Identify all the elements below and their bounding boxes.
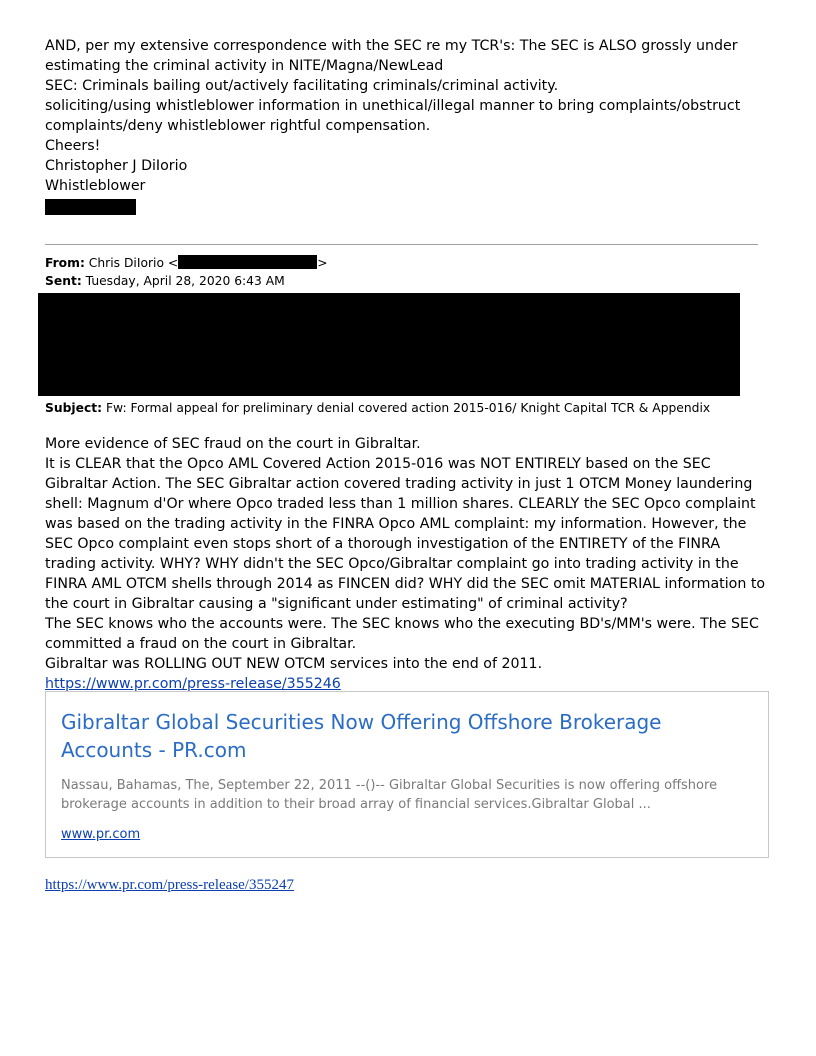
from-line <box>45 254 328 272</box>
intro-line: soliciting/using whistleblower information in unethical/illegal manner to bring complaints/obstruct complaints/deny whistleblower rightful compensation. <box>45 98 741 134</box>
from-name: Chris DiIorio < <box>88 256 179 270</box>
signature-title: Whistleblower <box>45 178 146 194</box>
preview-site-link[interactable]: www.pr.com <box>61 827 141 842</box>
footer-press-release-link[interactable]: https://www.pr.com/press-release/355247 <box>45 877 294 893</box>
subject-value: Fw: Formal appeal for preliminary denial covered action 2015-016/ Knight Capital TCR & Appendix <box>105 401 711 415</box>
subject-line <box>45 399 710 417</box>
sent-value: Tuesday, April 28, 2020 6:43 AM <box>85 274 285 288</box>
sent-label: Sent: <box>45 274 82 288</box>
press-release-link[interactable]: https://www.pr.com/press-release/355246 <box>45 676 341 692</box>
redaction-block <box>45 199 136 215</box>
redacted-email <box>178 255 317 269</box>
body-line: Gibraltar was ROLLING OUT NEW OTCM services into the end of 2011. <box>45 656 543 672</box>
preview-title[interactable]: Gibraltar Global Securities Now Offering Offshore Brokerage Accounts - PR.com <box>61 710 662 762</box>
intro-line: AND, per my extensive correspondence with the SEC re my TCR's: The SEC is ALSO grossly under estimating the criminal activity in NITE/Magna/NewLead <box>45 38 738 74</box>
subject-label: Subject: <box>45 401 103 415</box>
from-label: From: <box>45 256 85 270</box>
body-line: It is CLEAR that the Opco AML Covered Action 2015-016 was NOT ENTIRELY based on the SEC Gibraltar Action. The SEC Gibraltar action covered trading activity in just 1 OTCM Money laundering shell: Magnum d'Or where Opco traded less than 1 million shares. CLEARLY the SEC Opco complaint was based on the trading activity in the FINRA Opco AML complaint: my information. However, the SEC Opco complaint even stops short of a thorough investigation of the ENTIRETY of the FINRA trading activity. WHY? WHY didn't the SEC Opco/Gibraltar complaint go into trading activity in the FINRA AML OTCM shells through 2014 as FINCEN did? WHY did the SEC omit MATERIAL information to the court in Gibraltar causing a "significant under estimating" of criminal activity? <box>45 456 766 612</box>
sent-line <box>45 272 285 290</box>
body-line: The SEC knows who the accounts were. The SEC knows who the executing BD's/MM's were. The SEC committed a fraud on the court in Gibraltar. <box>45 616 759 652</box>
link-preview-card[interactable] <box>45 691 769 858</box>
redacted-recipients <box>38 293 740 396</box>
intro-line: Cheers! <box>45 138 101 154</box>
body-line: More evidence of SEC fraud on the court in Gibraltar. <box>45 436 421 452</box>
divider <box>45 244 758 245</box>
preview-description: Nassau, Bahamas, The, September 22, 2011 --()-- Gibraltar Global Securities is now offering offshore brokerage accounts in addition to their broad array of financial services.Gibraltar Global ... <box>61 778 718 812</box>
from-close: > <box>317 256 328 270</box>
intro-line: SEC: Criminals bailing out/actively facilitating criminals/criminal activity. <box>45 78 559 94</box>
email-body <box>45 434 775 694</box>
intro-block <box>45 36 775 196</box>
signature-name: Christopher J DiIorio <box>45 158 188 174</box>
